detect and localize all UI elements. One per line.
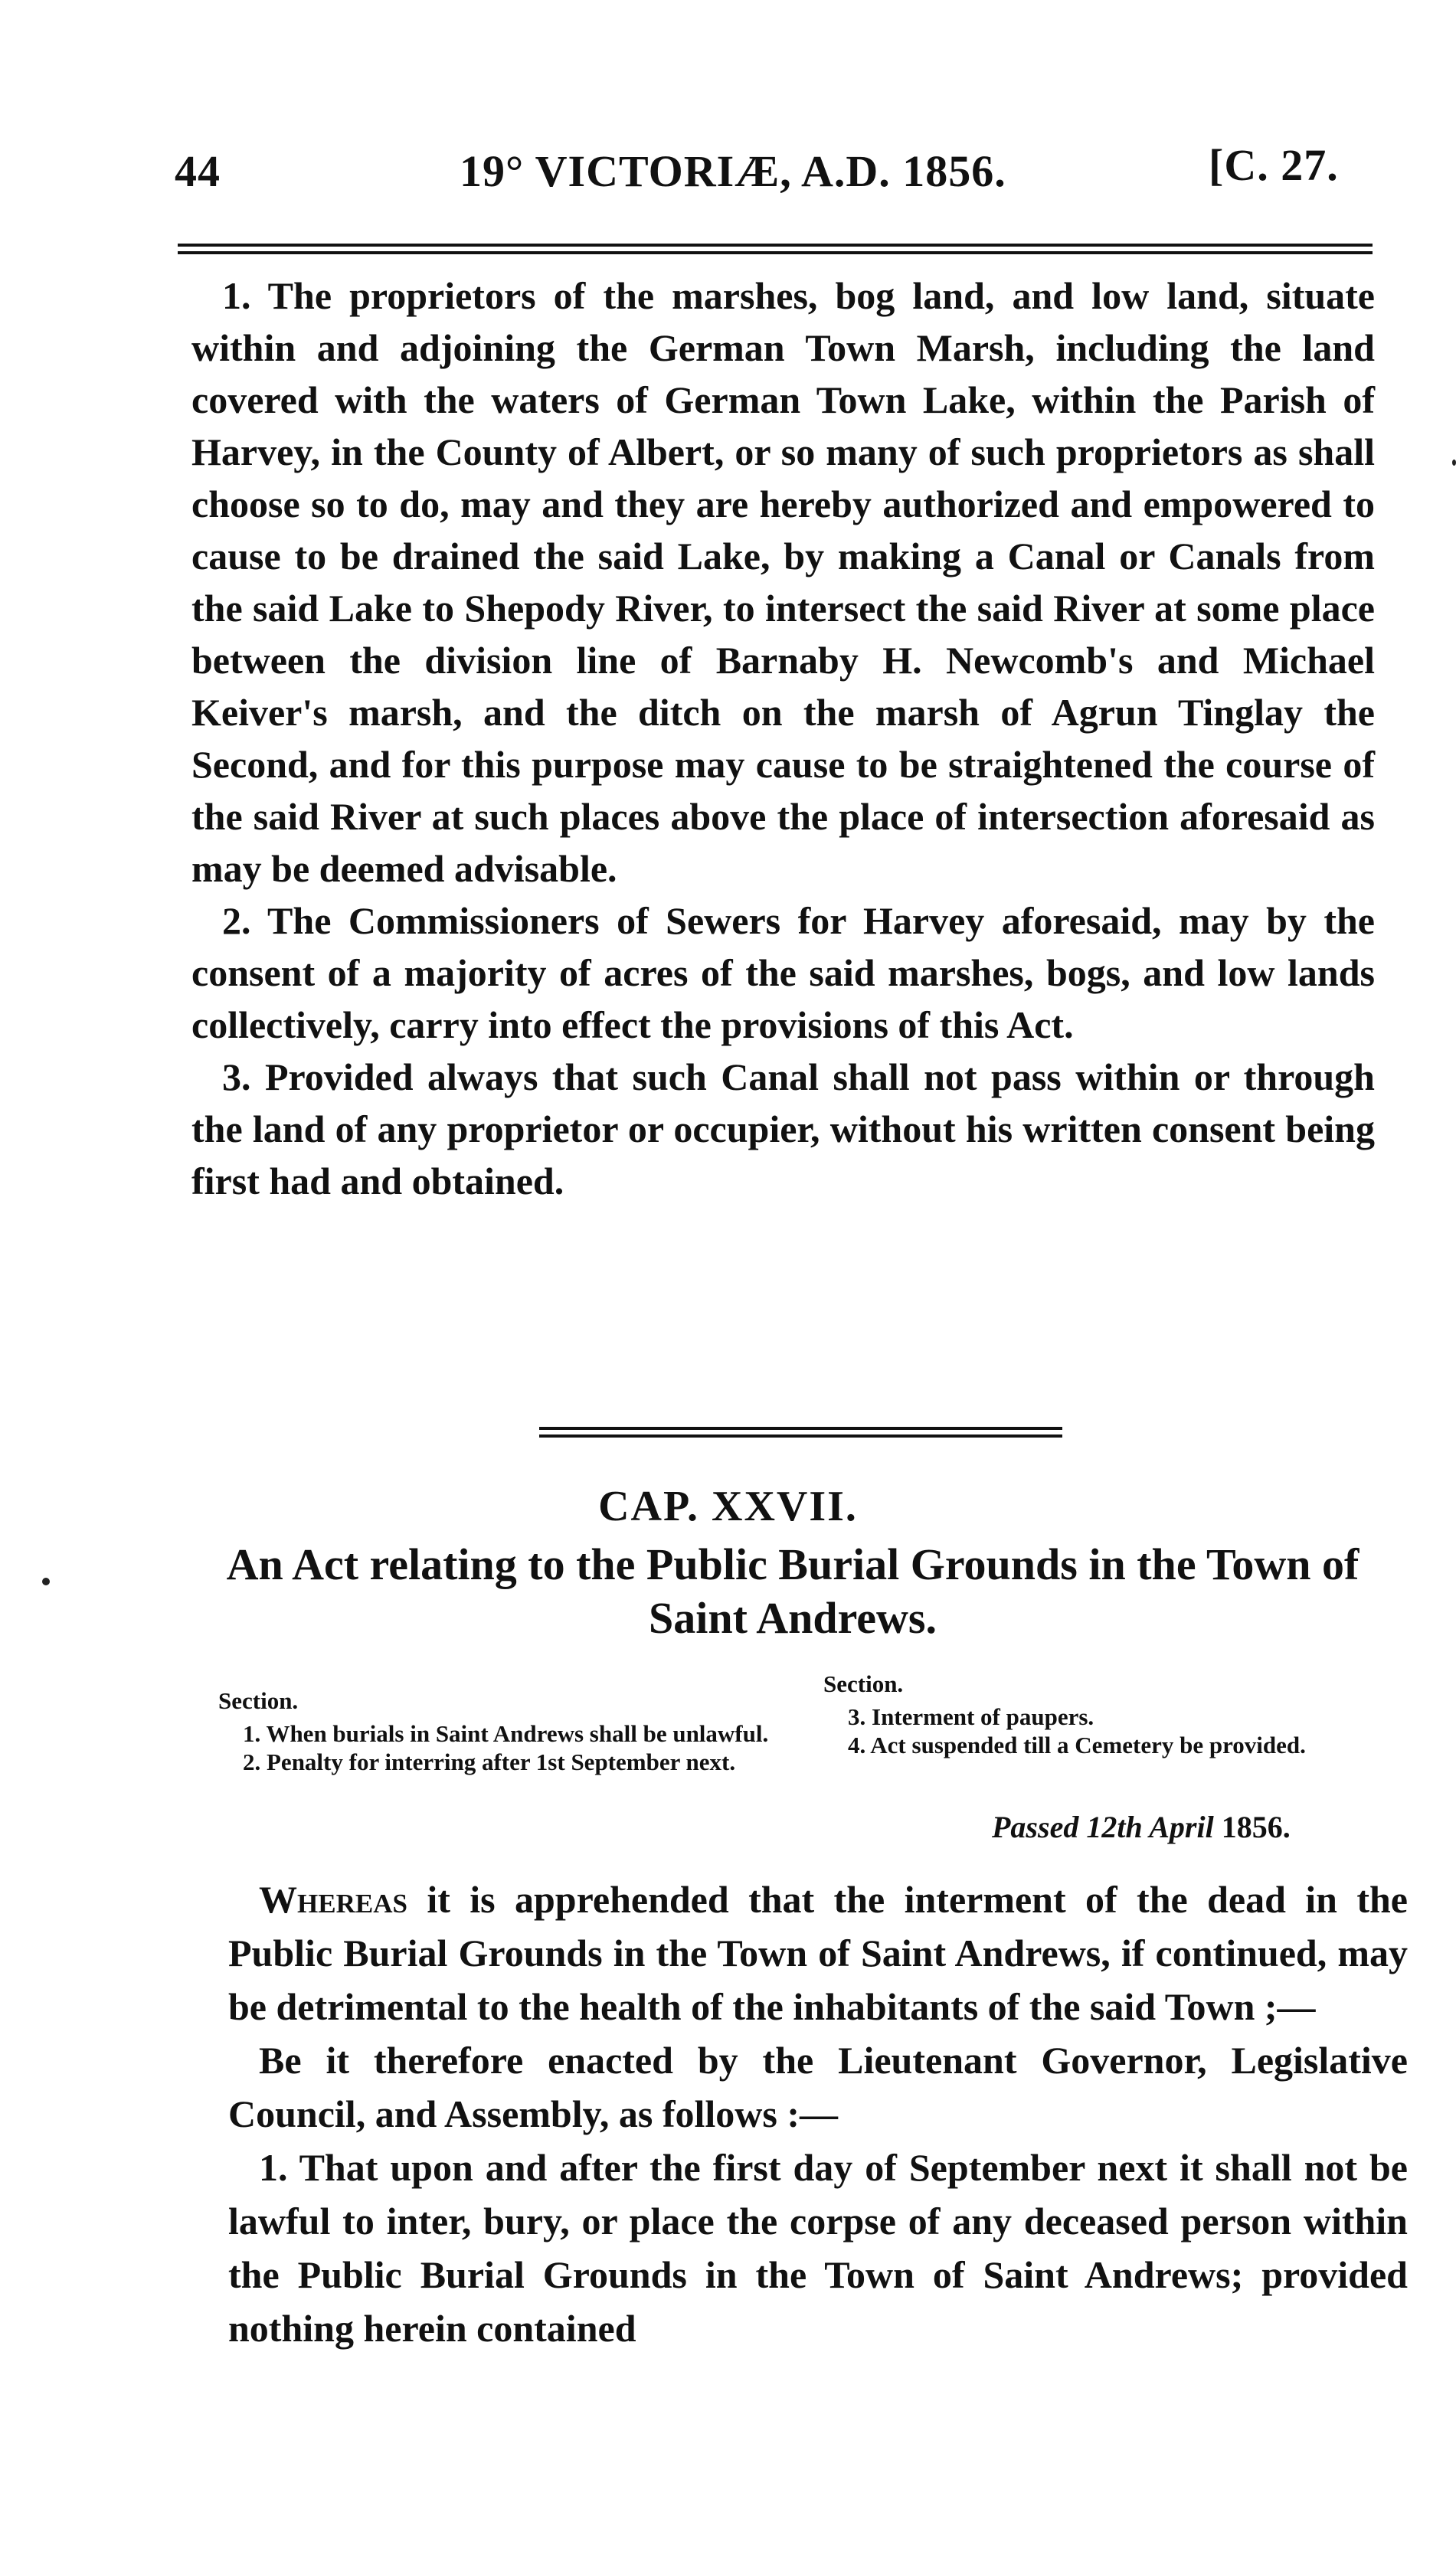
passed-day-month: 12th April	[1086, 1810, 1214, 1844]
section-paragraph: 2. The Commissioners of Sewers for Harvey aforesaid, may by the consent of a majority of acres of the said marshes, bogs, and low lands collectively, carry into effect the provisions of this Act.	[191, 899, 1375, 1046]
header-rule	[178, 244, 1373, 254]
section-index-item: 1. When burials in Saint Andrews shall be unlawful.	[243, 1720, 769, 1747]
preamble	[228, 1873, 1408, 2033]
section-index-right	[823, 1670, 1375, 1759]
scan-speck	[1452, 460, 1456, 466]
scan-speck	[42, 1578, 50, 1585]
preamble-first-word: Whereas	[259, 1878, 407, 1921]
chapter-number: CAP. XXVII.	[598, 1483, 858, 1530]
section-index-item: 3. Interment of paupers.	[848, 1703, 1094, 1730]
passed-date	[992, 1809, 1291, 1845]
page-number: 44	[175, 146, 221, 196]
previous-act-text	[191, 270, 1375, 1207]
enacting-clause: Be it therefore enacted by the Lieutenant Governor, Legislative Council, and Assembly, as follows :—	[228, 2039, 1408, 2135]
section-index-heading: Section.	[823, 1670, 904, 1697]
running-title: 19° VICTORIÆ, A.D. 1856.	[460, 146, 1006, 196]
section-index-heading: Section.	[218, 1687, 299, 1714]
section-index-item: 2. Penalty for interring after 1st September next.	[243, 1749, 736, 1775]
act-title: An Act relating to the Public Burial Grounds in the Town of Saint Andrews.	[226, 1539, 1359, 1643]
section-index-item: 4. Act suspended till a Cemetery be provided.	[848, 1732, 1306, 1758]
section-paragraph: 1. That upon and after the first day of September next it shall not be lawful to inter, bury, or place the corpse of any deceased person within the Public Burial Grounds in the Town of Saint Andrews; provided nothing herein contained	[228, 2146, 1408, 2350]
preamble-text: it is apprehended that the interment of the dead in the Public Burial Grounds in the Town of Saint Andrews, if continued, may be detrimental to the health of the inhabitants of the said Town ;—	[228, 1878, 1408, 2028]
passed-label: Passed	[992, 1810, 1079, 1844]
section-paragraph: 3. Provided always that such Canal shall not pass within or through the land of any proprietor or occupier, without his written consent being first had and obtained.	[191, 1055, 1375, 1202]
section-paragraph: 1. The proprietors of the marshes, bog land, and low land, situate within and adjoining the German Town Marsh, including the land covered with the waters of German Town Lake, within the Parish of Harvey, in the County of Albert, or so many of such proprietors as shall choose so to do, may and they are hereby authorized and empowered to cause to be drained the said Lake, by making a Canal or Canals from the said Lake to Shepody River, to intersect the said River at some place between the division line of Barnaby H. Newcomb's and Michael Keiver's marsh, and the ditch on the marsh of Agrun Tinglay the Second, and for this purpose may cause to be straightened the course of the said River at such places above the place of intersection aforesaid as may be deemed advisable.	[191, 274, 1375, 890]
passed-year: 1856.	[1221, 1810, 1291, 1844]
act-body-text	[228, 1873, 1408, 2355]
section-index-left	[218, 1686, 816, 1776]
chapter-divider	[539, 1427, 1062, 1438]
chapter-reference: [C. 27.	[1209, 140, 1339, 190]
